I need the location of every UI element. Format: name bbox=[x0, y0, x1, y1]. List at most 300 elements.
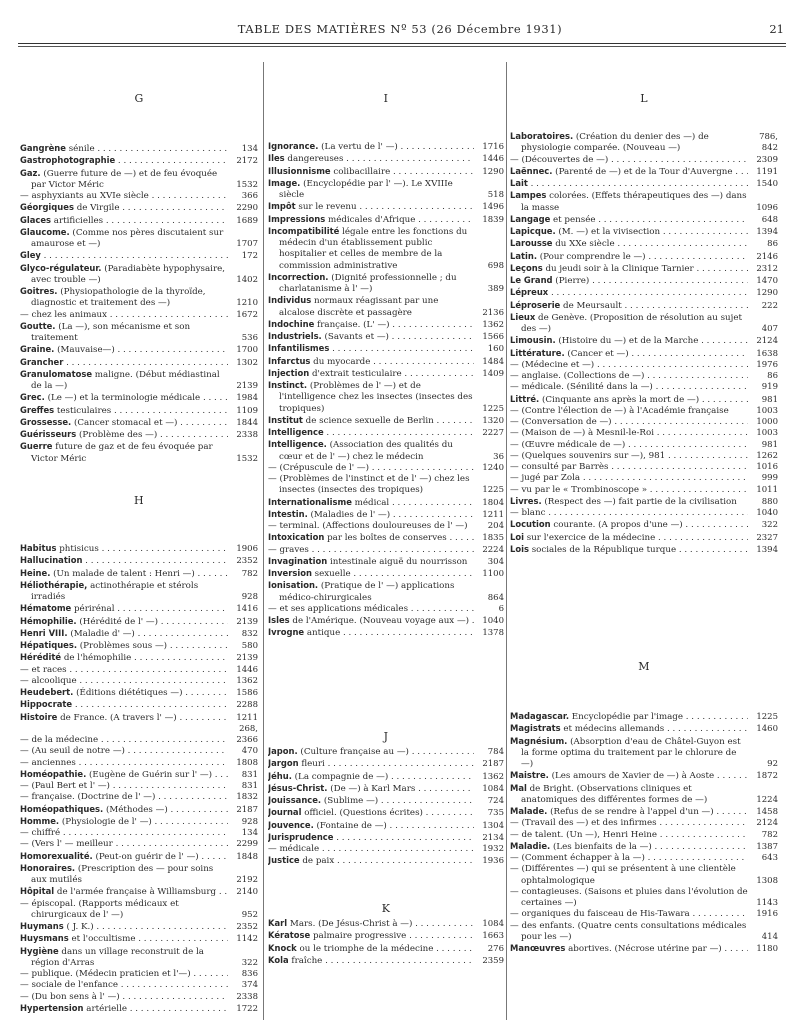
entry-text: Granulomatose maligne. (Début médiastinal de la —) bbox=[20, 368, 220, 391]
entry-text: Homme. (Physiologie de l' —) . . . bbox=[20, 816, 228, 828]
entry-keyword: Henri VIII. bbox=[20, 627, 68, 638]
entry-text: Iles dangereuses . . . bbox=[268, 153, 474, 165]
index-entry bbox=[20, 616, 258, 628]
entry-page-number: 2124 bbox=[748, 818, 778, 829]
entry-text bbox=[268, 427, 474, 439]
entry-text: Kératose palmaire progressive . . . bbox=[268, 930, 474, 942]
entry-page-number: 1540 bbox=[748, 179, 778, 190]
entry-page-number: 1302 bbox=[228, 358, 258, 369]
section-letter-heading: K bbox=[381, 902, 391, 915]
index-entry bbox=[268, 509, 504, 521]
entry-keyword: Hygiène bbox=[20, 945, 59, 956]
index-entry bbox=[268, 844, 504, 855]
entry-page-number: 1848 bbox=[228, 852, 258, 863]
entry-keyword: Graine. bbox=[20, 344, 55, 355]
entry-page-number: 322 bbox=[228, 958, 258, 969]
entry-page-number: 470 bbox=[228, 746, 258, 757]
entry-page-number: 1394 bbox=[748, 545, 778, 556]
entry-keyword: Knock bbox=[268, 942, 297, 953]
entry-page-number: 1844 bbox=[228, 418, 258, 429]
entry-page-number: 366 bbox=[228, 191, 258, 202]
index-entry bbox=[20, 191, 258, 202]
entry-page-number: 322 bbox=[748, 520, 778, 531]
entry-page-number: 1638 bbox=[748, 349, 778, 360]
entry-text: Laboratoires. (Création du denier des —) de physiologie comparée. (Nouveau —) bbox=[510, 131, 709, 154]
entry-keyword: Histoire bbox=[20, 711, 58, 722]
entry-text: — anglaise. (Collections de —) . . . bbox=[510, 371, 748, 382]
entry-page-number: 1180 bbox=[748, 944, 778, 955]
entry-page-number: 1240 bbox=[474, 463, 504, 474]
entry-text: — de la médecine . . . bbox=[20, 735, 228, 746]
entry-text: Limousin. (Histoire du —) et de la Marche . . . bbox=[510, 335, 748, 347]
index-entry bbox=[510, 864, 778, 887]
entry-text: Instinct. (Problèmes de l' —) et de l'intelligence chez les insectes (insectes des tropiques) bbox=[268, 380, 473, 414]
entry-text: — française. (Doctrine de l' —) . . . bbox=[20, 792, 228, 803]
index-entry bbox=[510, 131, 778, 155]
entry-page-number: 86 bbox=[748, 371, 778, 382]
entry-keyword: Jéhu. bbox=[268, 770, 292, 781]
entry-keyword: Impôt bbox=[268, 201, 296, 212]
index-entry bbox=[20, 863, 258, 887]
entry-page-number: 1100 bbox=[474, 569, 504, 580]
entry-text: — consulté par Barrès . . . bbox=[510, 462, 748, 473]
index-entry bbox=[20, 851, 258, 863]
entry-text: Hypertension artérielle . . . bbox=[20, 1003, 228, 1015]
section-entries bbox=[268, 746, 504, 868]
entry-page-number: 981 bbox=[748, 395, 778, 406]
index-entry bbox=[20, 828, 258, 839]
index-entry bbox=[510, 508, 778, 519]
entry-text: — de talent. (Un —), Henri Heine . . . bbox=[510, 830, 748, 841]
index-entry bbox=[20, 143, 258, 155]
entry-text: — (Différentes —) qui se présentent à une clientèle ophtalmologique bbox=[510, 864, 736, 886]
entry-page-number: 1378 bbox=[474, 628, 504, 639]
entry-page-number: 2124 bbox=[748, 336, 778, 347]
index-entry bbox=[20, 286, 258, 310]
entry-page-number: 1362 bbox=[474, 772, 504, 783]
entry-text: Greffes testiculaires . . . bbox=[20, 405, 228, 417]
entry-page-number: 643 bbox=[748, 853, 778, 864]
entry-text: Injection d'extrait testiculaire . . . bbox=[268, 368, 474, 380]
entry-page-number: 1872 bbox=[748, 771, 778, 782]
entry-text: Hématome périrénal . . . bbox=[20, 603, 228, 615]
entry-text: Géorgiques de Virgile . . . bbox=[20, 202, 228, 214]
entry-text bbox=[510, 287, 748, 299]
index-entry bbox=[20, 263, 258, 287]
entry-keyword: Homorexualité. bbox=[20, 850, 93, 861]
entry-page-number: 952 bbox=[228, 910, 258, 921]
section-letter-heading: J bbox=[383, 730, 389, 743]
index-entry bbox=[510, 287, 778, 299]
index-entry bbox=[20, 357, 258, 369]
entry-text: Glaucome. (Comme nos pères discutaient sur amaurose et —) bbox=[20, 226, 224, 249]
entry-page-number: 2290 bbox=[228, 203, 258, 214]
entry-text: Hémophilie. (Hérédité de l' —) . . . bbox=[20, 616, 228, 628]
index-entry bbox=[510, 485, 778, 496]
entry-text bbox=[268, 832, 474, 844]
entry-page-number: 407 bbox=[748, 324, 778, 335]
index-entry bbox=[20, 781, 258, 792]
entry-page-number: 1976 bbox=[748, 360, 778, 371]
entry-text: Inversion sexuelle . . . bbox=[268, 568, 474, 580]
entry-text: Locution courante. (A propos d'une —) . . . bbox=[510, 519, 748, 531]
entry-text: Institut de science sexuelle de Berlin . . . bbox=[268, 415, 474, 427]
entry-text: — (Contre l'élection de —) à l'Académie française bbox=[510, 405, 729, 416]
entry-page-number: 1290 bbox=[748, 288, 778, 299]
section-entries bbox=[268, 141, 504, 640]
entry-text: — blanc . . . bbox=[510, 508, 748, 519]
entry-text: Invagination intestinale aiguë du nourrisson bbox=[268, 555, 468, 567]
index-entry bbox=[510, 238, 778, 250]
index-entry bbox=[20, 899, 258, 922]
entry-page-number: 2352 bbox=[228, 556, 258, 567]
entry-page-number: 1040 bbox=[748, 508, 778, 519]
entry-text: Manœuvres abortives. (Nécrose utérine par —) . . . bbox=[510, 943, 748, 955]
entry-keyword: Hérédité bbox=[20, 652, 62, 663]
entry-page-number: 1402 bbox=[228, 275, 258, 286]
entry-page-number: 1362 bbox=[228, 676, 258, 687]
index-entry bbox=[268, 319, 504, 331]
entry-page-number: 1304 bbox=[474, 821, 504, 832]
entry-page-number: 1003 bbox=[748, 428, 778, 439]
section-letter-heading: G bbox=[134, 92, 144, 105]
index-entry bbox=[268, 415, 504, 427]
index-entry bbox=[268, 758, 504, 770]
entry-page-number: 1011 bbox=[748, 485, 778, 496]
entry-keyword: Intoxication bbox=[268, 532, 325, 543]
index-entry bbox=[20, 946, 258, 970]
entry-keyword: Gley bbox=[20, 250, 41, 261]
entry-keyword: Jurisprudence bbox=[268, 831, 334, 842]
index-entry bbox=[20, 543, 258, 555]
index-entry bbox=[510, 178, 778, 190]
index-entry bbox=[510, 943, 778, 955]
entry-keyword: Intestin. bbox=[268, 508, 308, 519]
entry-keyword: Infantilismes bbox=[268, 343, 330, 354]
entry-keyword: Hippocrate bbox=[20, 699, 73, 710]
entry-page-number: 786, 842 bbox=[748, 132, 778, 155]
entry-page-number: 2352 bbox=[228, 922, 258, 933]
entry-keyword: Kératose bbox=[268, 930, 311, 941]
entry-keyword: Image. bbox=[268, 177, 301, 188]
entry-keyword: Léproserie bbox=[510, 299, 561, 310]
entry-page-number: 1096 bbox=[748, 203, 778, 214]
entry-page-number: 304 bbox=[474, 557, 504, 568]
entry-page-number: 1290 bbox=[474, 167, 504, 178]
entry-keyword: Madagascar. bbox=[510, 711, 569, 721]
entry-page-number: 1225 bbox=[474, 404, 504, 415]
section-letter-heading: I bbox=[383, 92, 389, 105]
index-entry bbox=[268, 272, 504, 296]
entry-page-number: 268, 2366 bbox=[228, 724, 258, 747]
index-entry bbox=[20, 676, 258, 687]
entry-page-number: 2224 bbox=[474, 545, 504, 556]
entry-keyword: Le Grand bbox=[510, 275, 553, 285]
entry-page-number: 648 bbox=[748, 215, 778, 226]
entry-keyword: Maistre. bbox=[510, 770, 549, 781]
entry-page-number: 1387 bbox=[748, 842, 778, 853]
index-entry bbox=[510, 300, 778, 312]
entry-page-number: 1839 bbox=[474, 215, 504, 226]
entry-page-number: 1084 bbox=[474, 784, 504, 795]
entry-text: — des enfants. (Quatre cents consultations médicales pour les —) bbox=[510, 920, 747, 942]
entry-keyword: Hallucination bbox=[20, 555, 83, 566]
entry-text: Leçons du jeudi soir à la Clinique Tarnier . . . bbox=[510, 263, 748, 275]
entry-keyword: Ignorance. bbox=[268, 141, 319, 151]
entry-keyword: Maladie. bbox=[510, 840, 551, 851]
index-entry bbox=[268, 918, 504, 930]
index-entry bbox=[20, 429, 258, 441]
entry-page-number: 981 bbox=[748, 440, 778, 451]
index-entry bbox=[20, 980, 258, 991]
entry-keyword: Indochine bbox=[268, 318, 315, 329]
entry-keyword: Gaz. bbox=[20, 167, 41, 178]
index-column bbox=[268, 0, 504, 1023]
index-entry bbox=[20, 603, 258, 615]
entry-page-number: 2288 bbox=[228, 700, 258, 711]
entry-page-number: 1262 bbox=[748, 451, 778, 462]
entry-keyword: Goitres. bbox=[20, 286, 58, 296]
section-entries bbox=[268, 918, 504, 967]
entry-text: Homéopathie. (Eugène de Guérin sur l' —) . . . bbox=[20, 769, 228, 781]
index-entry bbox=[268, 380, 504, 415]
entry-keyword: Illusionnisme bbox=[268, 165, 331, 176]
entry-page-number: 1663 bbox=[474, 931, 504, 942]
entry-keyword: Laboratoires. bbox=[510, 131, 574, 141]
section-entries bbox=[20, 543, 258, 1015]
entry-text: — chez les animaux . . . bbox=[20, 310, 228, 321]
entry-text: — organiques du faisceau de His-Tawara . . . bbox=[510, 909, 748, 920]
entry-page-number: 2338 bbox=[228, 430, 258, 441]
entry-text: Lieux de Genève. (Proposition de résolution au sujet des —) bbox=[510, 311, 742, 334]
index-entry bbox=[268, 295, 504, 319]
entry-text: — et races . . . bbox=[20, 665, 228, 676]
entry-keyword: Lieux bbox=[510, 311, 536, 322]
index-entry bbox=[510, 921, 778, 944]
entry-text: Larousse du XXe siècle . . . bbox=[510, 238, 748, 250]
entry-text: — terminal. (Affections douloureuses de l' —) bbox=[268, 521, 468, 531]
entry-text: Maistre. (Les amours de Xavier de —) à Aoste . . . bbox=[510, 770, 748, 782]
entry-page-number: 2140 bbox=[228, 887, 258, 898]
entry-page-number: 2139 bbox=[228, 653, 258, 664]
entry-page-number: 836 bbox=[228, 969, 258, 980]
index-entry bbox=[510, 496, 778, 508]
entry-text: Individus normaux réagissant par une alcalose discrète et passagère bbox=[268, 295, 439, 318]
entry-text: — chiffré . . . bbox=[20, 828, 228, 839]
entry-text: Histoire de France. (A travers l' —) . . . bbox=[20, 712, 228, 724]
entry-page-number: 1470 bbox=[748, 276, 778, 287]
entry-page-number: 2309 bbox=[748, 155, 778, 166]
entry-page-number: 831 bbox=[228, 781, 258, 792]
entry-text bbox=[510, 178, 748, 190]
index-entry bbox=[510, 251, 778, 263]
entry-keyword: Hémophilie. bbox=[20, 615, 77, 626]
entry-text: — asphyxiants au XVIe siècle . . . bbox=[20, 191, 228, 202]
entry-text: Impressions médicales d'Afrique . . . bbox=[268, 214, 474, 226]
entry-text: Homorexualité. (Peut-on guérir de l' —) . . . bbox=[20, 851, 228, 863]
column-divider bbox=[263, 62, 264, 1020]
entry-text: Malade. (Refus de se rendre à l'appel d'un —) . . . bbox=[510, 806, 748, 818]
entry-text: Ivrogne antique . . . bbox=[268, 627, 474, 639]
index-entry bbox=[510, 711, 778, 723]
index-entry bbox=[510, 335, 778, 347]
section-entries bbox=[20, 143, 258, 465]
entry-page-number: 1446 bbox=[474, 154, 504, 165]
entry-page-number: 536 bbox=[228, 333, 258, 344]
entry-page-number: 928 bbox=[228, 817, 258, 828]
entry-page-number: 86 bbox=[748, 239, 778, 250]
entry-text: Jésus-Christ. (De —) à Karl Mars . . . bbox=[268, 783, 474, 795]
entry-keyword: Leçons bbox=[510, 262, 543, 273]
entry-text: Journal officiel. (Questions écrites) . . . bbox=[268, 807, 474, 819]
index-entry bbox=[510, 887, 778, 910]
section-letter-heading: H bbox=[134, 494, 144, 507]
index-entry bbox=[20, 804, 258, 816]
entry-text: Léproserie de Meursault . . . bbox=[510, 300, 748, 312]
entry-text bbox=[20, 155, 228, 167]
entry-keyword: Grossesse. bbox=[20, 416, 72, 427]
entry-text: Kola fraîche . . . bbox=[268, 955, 474, 967]
entry-text: Livres. (Respect des —) fait partie de la civilisation bbox=[510, 495, 737, 507]
entry-page-number: 698 bbox=[474, 261, 504, 272]
index-entry bbox=[20, 227, 258, 251]
entry-text: Littré. (Cinquante ans après la mort de —) . . . bbox=[510, 394, 748, 406]
index-entry bbox=[268, 439, 504, 463]
entry-keyword: Latin. bbox=[510, 250, 538, 261]
index-entry bbox=[20, 202, 258, 214]
entry-text: Industriels. (Savants et —) . . . bbox=[268, 331, 474, 343]
index-entry bbox=[510, 818, 778, 829]
index-entry bbox=[268, 783, 504, 795]
entry-page-number: 1084 bbox=[474, 919, 504, 930]
running-title: TABLE DES MATIÈRES Nº 53 (26 Décembre 1931) bbox=[237, 22, 563, 36]
entry-keyword: Homme. bbox=[20, 815, 60, 826]
entry-keyword: Littérature. bbox=[510, 347, 565, 358]
entry-keyword: Magnésium. bbox=[510, 735, 568, 746]
entry-page-number: 1689 bbox=[228, 216, 258, 227]
index-entry bbox=[510, 783, 778, 807]
entry-page-number: 2338 bbox=[228, 992, 258, 1003]
entry-page-number: 1716 bbox=[474, 142, 504, 153]
entry-text: Héliothérapie, actinothérapie et stérols irradiés bbox=[20, 579, 199, 602]
index-entry bbox=[510, 473, 778, 484]
index-entry bbox=[510, 806, 778, 818]
entry-page-number: 2327 bbox=[748, 533, 778, 544]
index-entry bbox=[510, 428, 778, 439]
index-entry bbox=[20, 215, 258, 227]
entry-text: Jouissance. (Sublime —) . . . bbox=[268, 795, 474, 807]
entry-page-number: 1936 bbox=[474, 856, 504, 867]
entry-page-number: 1832 bbox=[228, 792, 258, 803]
entry-keyword: Jésus-Christ. bbox=[268, 782, 328, 793]
entry-page-number: 134 bbox=[228, 828, 258, 839]
entry-text: Ignorance. (La vertu de l' —) . . . bbox=[268, 141, 474, 153]
entry-text: Internationalisme médical . . . bbox=[268, 497, 474, 509]
entry-page-number: 724 bbox=[474, 796, 504, 807]
entry-keyword: Isles bbox=[268, 615, 290, 625]
index-entry bbox=[20, 310, 258, 321]
index-entry bbox=[20, 724, 258, 747]
entry-text: Image. (Encyclopédie par l' —). Le XVIIIe siècle bbox=[268, 177, 453, 200]
entry-text: Knock ou le triomphe de la médecine . . . bbox=[268, 943, 474, 955]
entry-keyword: Infarctus bbox=[268, 355, 311, 366]
entry-text: Glyco-régulateur. (Paradiabète hypophysaire, avec trouble —) bbox=[20, 262, 226, 285]
entry-text: Heudebert. (Éditions diététiques —) . . . bbox=[20, 687, 228, 699]
entry-text: Justice de paix . . . bbox=[268, 855, 474, 867]
index-entry bbox=[268, 855, 504, 867]
entry-keyword: Lois bbox=[510, 543, 529, 554]
index-entry bbox=[268, 343, 504, 355]
index-entry bbox=[20, 769, 258, 781]
entry-page-number: 2134 bbox=[474, 833, 504, 844]
entry-text: Gaz. (Guerre future de —) et de feu évoquée par Victor Méric bbox=[20, 167, 218, 190]
entry-page-number: 1586 bbox=[228, 688, 258, 699]
entry-text: — médicale . . . bbox=[268, 844, 474, 855]
index-entry bbox=[510, 190, 778, 214]
column-divider bbox=[506, 62, 507, 1020]
entry-keyword: Livres. bbox=[510, 495, 542, 506]
entry-text: Graine. (Mauvaise—) . . . bbox=[20, 344, 228, 356]
entry-keyword: Intelligence. bbox=[268, 439, 327, 450]
index-entry bbox=[268, 166, 504, 178]
entry-page-number: 222 bbox=[748, 301, 778, 312]
entry-page-number: 92 bbox=[748, 759, 778, 770]
entry-keyword: Glaces bbox=[20, 214, 52, 225]
entry-page-number: 1460 bbox=[748, 724, 778, 735]
entry-keyword: Journal bbox=[268, 807, 302, 818]
entry-text: — (Médecine et —) . . . bbox=[510, 360, 748, 371]
entry-text bbox=[20, 250, 228, 262]
index-entry bbox=[268, 497, 504, 509]
entry-keyword: Guérisseurs bbox=[20, 429, 77, 439]
index-entry bbox=[20, 155, 258, 167]
entry-keyword: Langage bbox=[510, 213, 551, 224]
entry-text: Incompatibilité légale entre les fonctions du médecin d'un établissement public hospitalier et celles de membre de la commission administrative bbox=[268, 225, 468, 271]
entry-keyword: Loi bbox=[510, 531, 524, 542]
entry-keyword: Grec. bbox=[20, 392, 45, 403]
entry-page-number: 1446 bbox=[228, 665, 258, 676]
entry-page-number: 1808 bbox=[228, 758, 258, 769]
entry-text: Homéopathiques. (Méthodes —) . . . bbox=[20, 804, 228, 816]
entry-keyword: Guerre bbox=[20, 441, 53, 452]
index-entry bbox=[510, 214, 778, 226]
index-entry bbox=[20, 568, 258, 580]
entry-page-number: 1308 bbox=[748, 876, 778, 887]
entry-text: Goutte. (La —), son mécanisme et son traitement bbox=[20, 320, 191, 343]
index-entry bbox=[20, 886, 258, 898]
index-entry bbox=[510, 226, 778, 238]
entry-page-number: 2136 bbox=[474, 308, 504, 319]
entry-text: Incorrection. (Dignité professionnelle ; du charlatanisme à l' —) bbox=[268, 271, 457, 294]
entry-keyword: Malade. bbox=[510, 806, 548, 816]
entry-text: — contagieuses. (Saisons et pluies dans l'évolution de certaines —) bbox=[510, 886, 748, 908]
index-column bbox=[20, 0, 258, 1023]
index-entry bbox=[20, 555, 258, 567]
index-entry bbox=[20, 250, 258, 262]
index-entry bbox=[268, 943, 504, 955]
entry-text: — (Maison de —) à Mesnil-le-Roi . . . bbox=[510, 428, 748, 439]
entry-text: Grec. (Le —) et la terminologie médicale . . . bbox=[20, 392, 228, 404]
entry-text: Impôt sur le revenu . . . bbox=[268, 201, 474, 213]
index-entry bbox=[510, 519, 778, 531]
index-entry bbox=[20, 921, 258, 933]
index-entry bbox=[20, 933, 258, 945]
entry-keyword: Homéopathie. bbox=[20, 768, 87, 779]
entry-page-number: 1722 bbox=[228, 1004, 258, 1015]
entry-keyword: Karl bbox=[268, 918, 288, 928]
entry-page-number: 1109 bbox=[228, 406, 258, 417]
index-entry bbox=[268, 474, 504, 497]
